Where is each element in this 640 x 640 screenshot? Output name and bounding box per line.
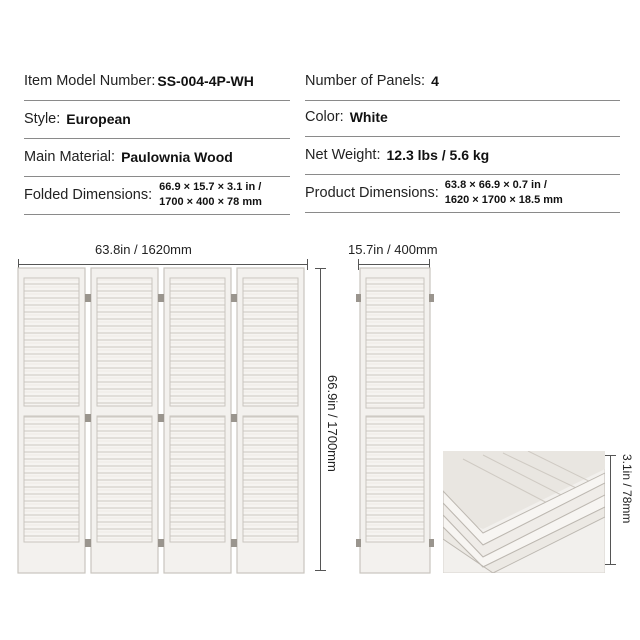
spec-model-row <box>24 62 290 101</box>
spec-product-row <box>305 174 620 213</box>
height-tick-bottom <box>315 570 326 571</box>
panel-4 <box>237 268 304 573</box>
height-dimension-label: 66.9in / 1700mm <box>325 375 340 472</box>
folded-value <box>159 180 262 210</box>
color-value: White <box>349 109 388 125</box>
spec-panels-row <box>305 62 620 101</box>
folded-width-label: 15.7in / 400mm <box>348 242 438 257</box>
height-tick-top <box>315 268 326 269</box>
panel-2 <box>91 268 158 573</box>
panels-value: 4 <box>431 73 439 89</box>
width-dimension-label: 63.8in / 1620mm <box>95 242 192 257</box>
spec-folded-row <box>24 176 290 215</box>
thickness-dimension-line <box>610 455 611 565</box>
material-label: Main Material: <box>24 149 116 165</box>
height-dimension-line <box>320 268 321 571</box>
panel-1 <box>18 268 85 573</box>
weight-label: Net Weight: <box>305 147 381 163</box>
spec-style-row <box>24 100 290 139</box>
spec-material-row <box>24 138 290 177</box>
folded-line-1: 66.9 × 15.7 × 3.1 in / <box>159 181 262 193</box>
style-label: Style: <box>24 111 61 127</box>
material-value: Paulownia Wood <box>121 149 233 165</box>
folded-label: Folded Dimensions: <box>24 187 153 203</box>
color-label: Color: <box>305 109 344 125</box>
style-value: European <box>66 111 131 127</box>
thickness-tick-top <box>605 455 616 456</box>
spec-color-row <box>305 98 620 137</box>
thickness-tick-bottom <box>605 564 616 565</box>
product-label: Product Dimensions: <box>305 185 439 201</box>
panels-label: Number of Panels: <box>305 73 426 89</box>
room-divider-unfolded-image <box>14 264 314 574</box>
folded-line-2: 1700 × 400 × 78 mm <box>159 196 262 208</box>
product-value <box>445 178 563 208</box>
product-line-1: 63.8 × 66.9 × 0.7 in / <box>444 179 547 191</box>
product-line-2: 1620 × 1700 × 18.5 mm <box>444 194 563 206</box>
spec-weight-row <box>305 136 620 175</box>
model-value: SS-004-4P-WH <box>157 73 254 89</box>
weight-value: 12.3 lbs / 5.6 kg <box>386 147 490 163</box>
panel-3 <box>164 268 231 573</box>
room-divider-folded-image <box>356 264 436 574</box>
thickness-dimension-label: 3.1in / 78mm <box>620 454 634 524</box>
model-label: Item Model Number: <box>24 73 156 89</box>
folded-stack-closeup-image <box>443 451 605 573</box>
